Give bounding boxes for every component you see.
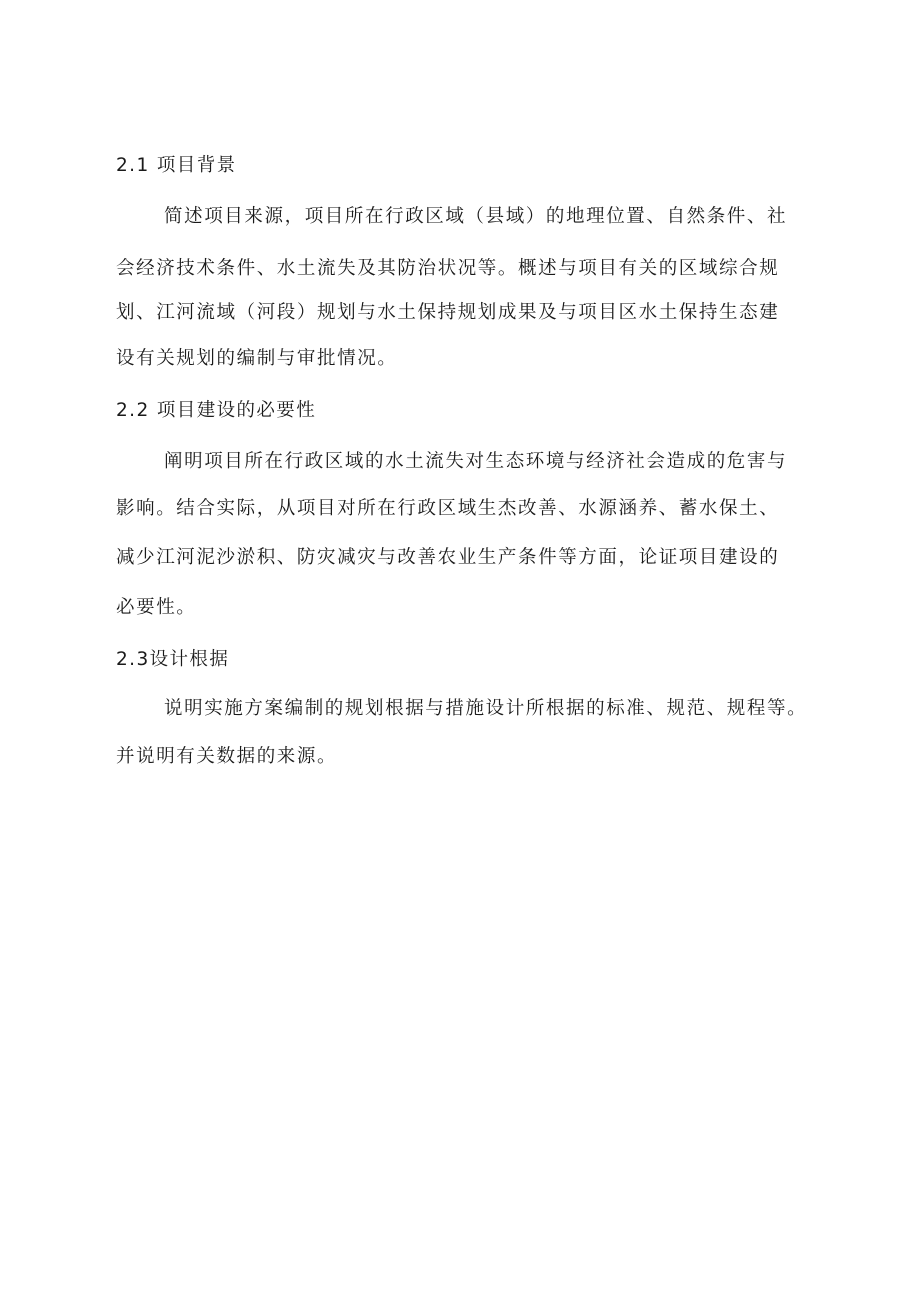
paragraph-line: 说明实施方案编制的规划根据与措施设计所根据的标准、规范、规程等。 (164, 698, 808, 719)
paragraph-line: 简述项目来源，项目所在行政区域（县域）的地理位置、自然条件、社 (164, 206, 788, 227)
paragraph-line: 设有关规划的编制与审批情况。 (116, 348, 398, 369)
paragraph-line: 会经济技术条件、水土流失及其防治状况等。概述与项目有关的区域综合规 (116, 258, 780, 279)
paragraph-line: 必要性。 (116, 597, 197, 618)
paragraph-line: 划、江河流域（河段）规划与水土保持规划成果及与项目区水土保持生态建 (116, 302, 780, 323)
paragraph-line: 减少江河泥沙淤积、防灾减灾与改善农业生产条件等方面，论证项目建设的 (116, 547, 780, 568)
paragraph-line: 影响。结合实际，从项目对所在行政区域生杰改善、水源涵养、蓄水保土、 (116, 498, 780, 519)
section-heading-necessity: 2.2 项目建设的必要性 (116, 400, 317, 421)
paragraph-line: 并说明有关数据的来源。 (116, 746, 338, 767)
paragraph-line: 阐明项目所在行政区域的水土流失对生态环境与经济社会造成的危害与 (164, 451, 788, 472)
section-heading-background: 2.1 项目背景 (116, 155, 237, 176)
section-heading-design-basis: 2.3设计根据 (116, 649, 230, 670)
